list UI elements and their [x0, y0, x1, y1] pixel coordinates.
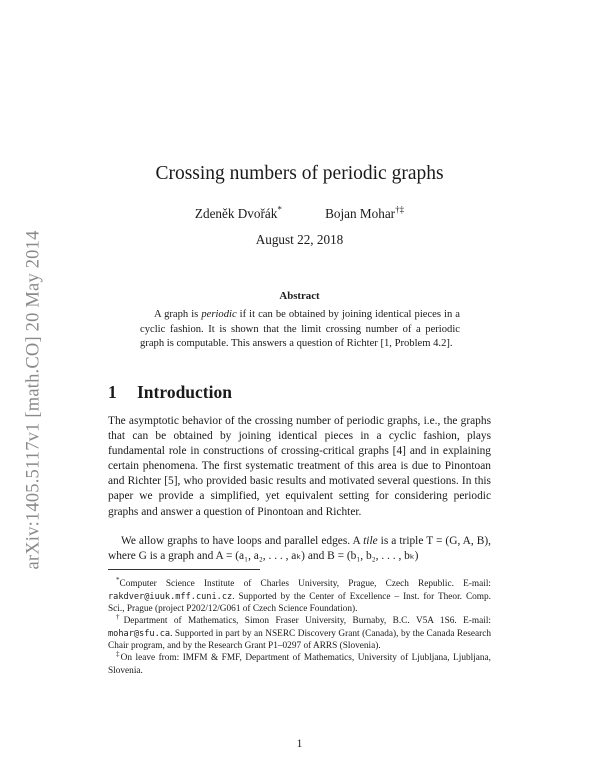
- footnote-mohar: †Department of Mathematics, Simon Fraser University, Burnaby, B.C. V5A 1S6. E-mail: mohar@sfu.ca. Supported in part by an NSERC Discovery Grant (Canada), by the Canada Research Chair program, and by the Research Grant P1–0297 of ARRS (Slovenia).: [108, 613, 491, 651]
- arxiv-sidebar-stamp: arXiv:1405.5117v1 [math.CO] 20 May 2014: [23, 230, 44, 570]
- intro-paragraph-1: The asymptotic behavior of the crossing number of periodic graphs, i.e., the graphs that can be obtained by joining identical pieces in a cyclic fashion, plays fundamental role in constructions of crossing-critical graphs [4] and in explaining certain phenomena. The first systematic treatment of this area is due to Pinontoan and Richter [5], who provided basic results and motivated several questions. In this paper we provide a simplified, yet equivalent setting for considering periodic graphs and answer a question of Pinontoan and Richter.: [108, 415, 491, 518]
- paper-title: Crossing numbers of periodic graphs: [155, 163, 444, 184]
- section-heading: 1 Introduction: [108, 382, 232, 402]
- email-link-mohar[interactable]: mohar@sfu.ca: [108, 628, 171, 639]
- footnote-leave: ‡On leave from: IMFM & FMF, Department of Mathematics, University of Ljubljana, Ljubljana, Slovenia.: [108, 650, 492, 676]
- page-number: 1: [296, 738, 303, 750]
- abstract-body: A graph is periodic if it can be obtained by joining identical pieces in a cyclic fashion. It is shown that the limit crossing number of a periodic graph is computable. This answers a question of Richter [1, Problem 4.2].: [140, 309, 460, 350]
- footnote-dvorak: *Computer Science Institute of Charles University, Prague, Czech Republic. E-mail: rakdver@iuuk.mff.cuni.cz. Supported by the Center of Excellence – Inst. for Theor. Comp. Sci., Prague (project P202/12/G061 of Czech Science Foundation).: [108, 576, 491, 614]
- author-line: [108, 205, 491, 222]
- footnote-rule: [108, 569, 260, 570]
- author-dvorak: Zdeněk Dvořák*: [194, 205, 282, 222]
- email-link-dvorak[interactable]: rakdver@iuuk.mff.cuni.cz: [108, 591, 233, 602]
- paper-date: August 22, 2018: [255, 232, 344, 247]
- abstract-heading: Abstract: [279, 290, 320, 302]
- author-mohar: Bojan Mohar†‡: [325, 205, 405, 222]
- intro-paragraph-2: We allow graphs to have loops and parallel edges. A tile is a triple T = (G, A, B), where G is a graph and A = (a₁, a₂, . . . , aₖ) and B = (b₁, b₂, . . . , bₖ): [108, 535, 491, 563]
